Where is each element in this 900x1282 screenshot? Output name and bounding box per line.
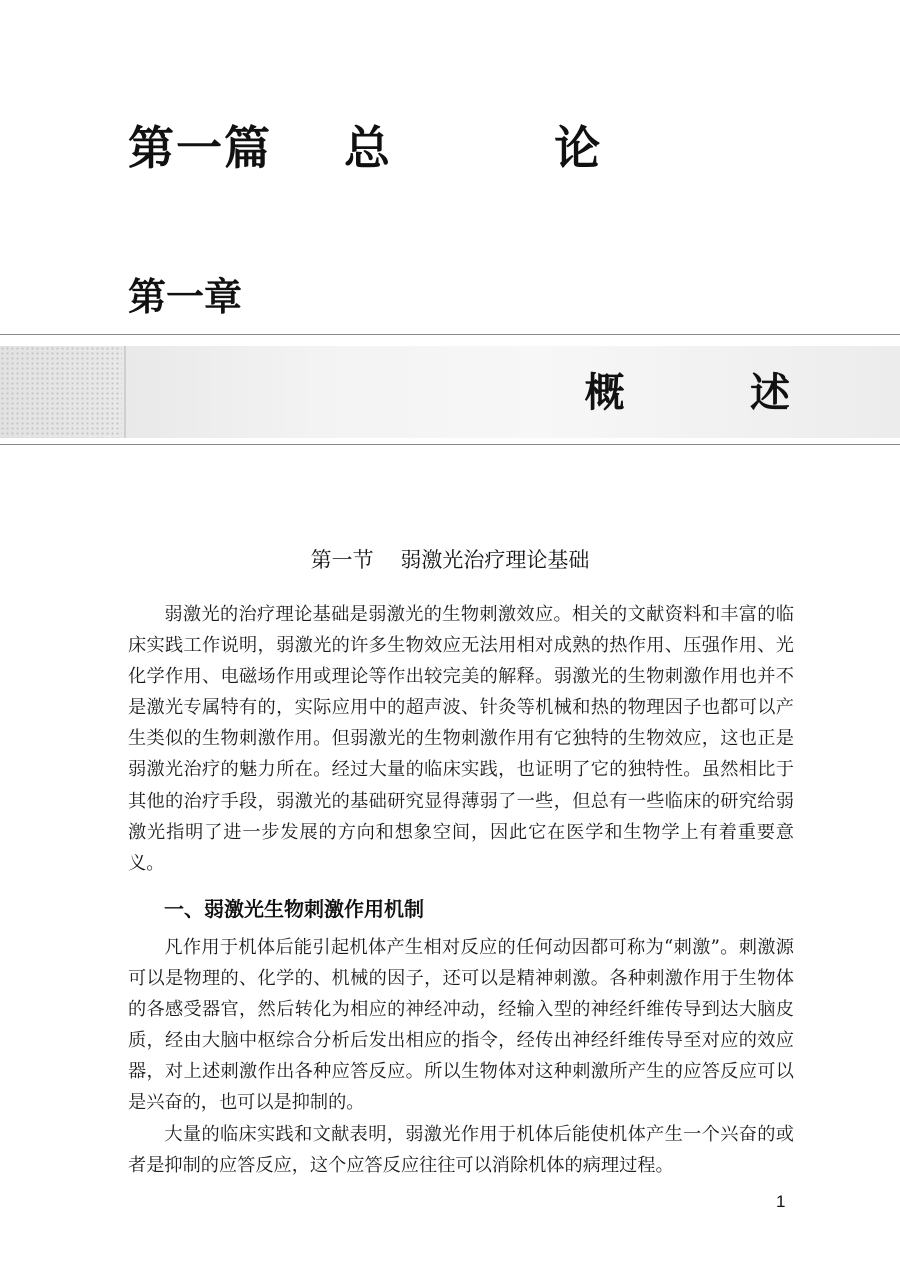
banner-top-rule	[0, 334, 900, 335]
banner-bottom-rule	[0, 444, 900, 445]
chapter-title: 概 述	[584, 370, 790, 416]
subsection-heading: 一、弱激光生物刺激作用机制	[164, 897, 424, 921]
chapter-label: 第一章	[128, 275, 243, 319]
body-paragraph: 弱激光的治疗理论基础是弱激光的生物刺激效应。相关的文献资料和丰富的临床实践工作说明，弱激光的许多生物效应无法用相对成熟的热作用、压强作用、光化学作用、电磁场作用或理论等作出较完美的解释。弱激光的生物刺激作用也并不是激光专属特有的，实际应用中的超声波、针灸等机械和热的物理因子也都可以产生类似的生物刺激作用。但弱激光的生物刺激作用有它独特的生物效应，这也正是弱激光治疗的魅力所在。经过大量的临床实践，也证明了它的独特性。虽然相比于其他的治疗手段，弱激光的基础研究显得薄弱了一些，但总有一些临床的研究给弱激光指明了进一步发展的方向和想象空间，因此它在医学和生物学上有着重要意义。	[128, 604, 794, 874]
part-title: 第一篇 总 论	[128, 121, 603, 175]
section-title: 第一节 弱激光治疗理论基础	[310, 548, 590, 572]
body-paragraph: 大量的临床实践和文献表明，弱激光作用于机体后能使机体产生一个兴奋的或者是抑制的应答反应，这个应答反应往往可以消除机体的病理过程。	[128, 1123, 794, 1176]
banner-divider	[124, 346, 126, 438]
body-paragraph: 凡作用于机体后能引起机体产生相对反应的任何动因都可称为“刺激”。刺激源可以是物理的、化学的、机械的因子，还可以是精神刺激。各种刺激作用于生物体的各感受器官，然后转化为相应的神经冲动，经输入型的神经纤维传导到达大脑皮质，经由大脑中枢综合分析后发出相应的指令，经传出神经纤维传导至对应的效应器，对上述刺激作出各种应答反应。所以生物体对这种刺激所产生的应答反应可以是兴奋的，也可以是抑制的。	[128, 937, 794, 1114]
subsection-body	[128, 932, 794, 1181]
banner-dot-pattern	[0, 346, 122, 438]
section-body	[128, 599, 794, 879]
page-number: 1	[776, 1192, 786, 1211]
